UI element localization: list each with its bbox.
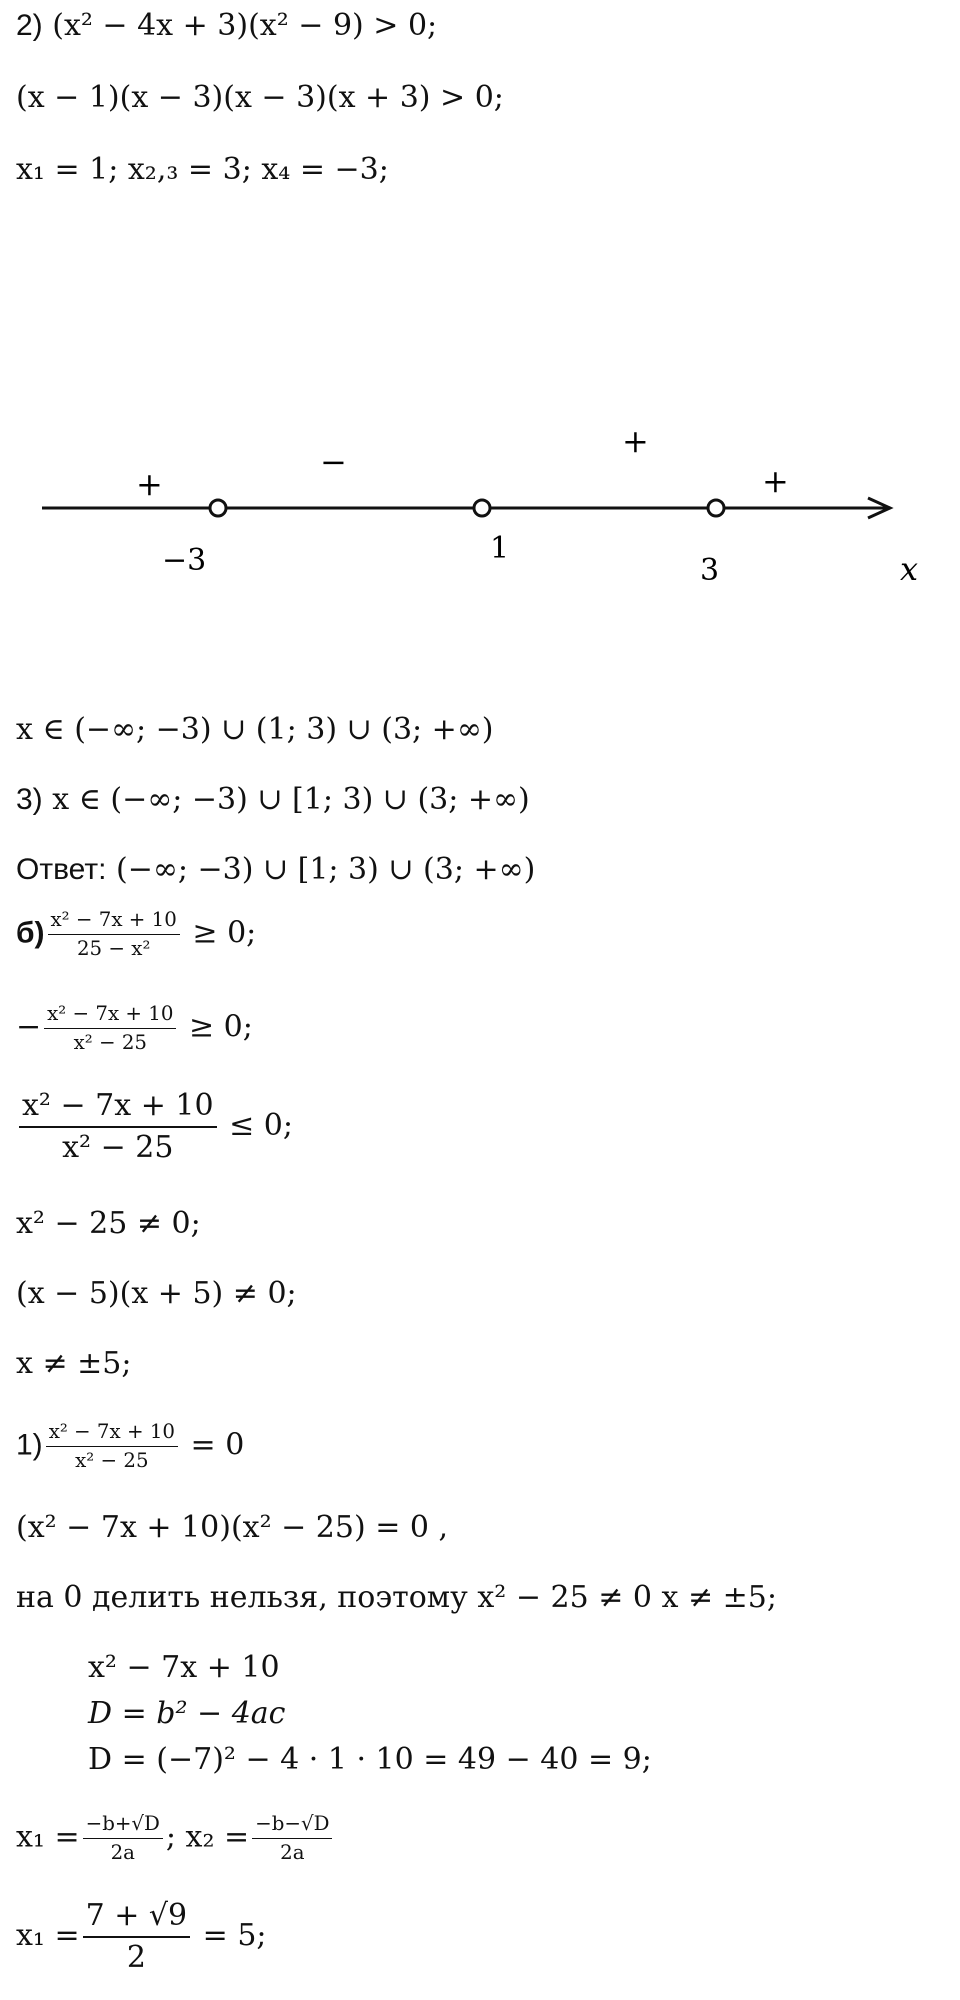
quadratic-expression: x² − 7x + 10	[88, 1650, 280, 1685]
fraction-root-value	[83, 1898, 191, 1976]
discriminant-value: D = (−7)² − 4 · 1 · 10 = 49 − 40 = 9;	[88, 1742, 652, 1777]
fraction-b2	[44, 1002, 176, 1055]
relation-b1: ≥ 0;	[192, 915, 257, 951]
root-formula-x1: x₁ =	[16, 1819, 80, 1855]
factored-inequality: (x − 1)(x − 3)(x − 3)(x + 3) > 0;	[16, 80, 504, 115]
sign-interval-3: +	[622, 422, 649, 460]
relation-b14: = 5;	[202, 1918, 267, 1953]
fraction-root-value-denominator: 2	[83, 1936, 191, 1976]
sign-interval-2: −	[320, 443, 347, 481]
product-equation: (x² − 7x + 10)(x² − 25) = 0 ,	[16, 1510, 449, 1545]
open-point-minus3	[210, 500, 226, 516]
answer-label: Ответ:	[16, 853, 107, 886]
equation-line-1	[16, 8, 437, 44]
relation-b7: = 0	[190, 1427, 245, 1463]
item-label-1: 1)	[16, 1428, 43, 1462]
roots-line	[16, 152, 389, 188]
relation-b3: ≤ 0;	[229, 1108, 293, 1143]
inequality-original: (x² − 4x + 3)(x² − 9) > 0;	[52, 8, 438, 43]
fraction-b1-denominator: 25 − x²	[48, 934, 180, 961]
explanation-math: x² − 25 ≠ 0 x ≠ ±5;	[477, 1580, 777, 1615]
step-b9-line	[16, 1580, 777, 1616]
step-b12-line	[88, 1742, 652, 1778]
step-b5-line	[16, 1276, 297, 1312]
solution-interval-line	[16, 712, 494, 748]
denominator-condition: x² − 25 ≠ 0;	[16, 1206, 201, 1241]
fraction-b1-numerator: x² − 7x + 10	[50, 908, 177, 931]
fraction-b3-denominator: x² − 25	[19, 1126, 217, 1166]
fraction-b3-numerator: x² − 7x + 10	[22, 1088, 214, 1123]
explanation-text: на 0 делить нельзя, поэтому	[16, 1580, 468, 1615]
number-line	[0, 400, 960, 600]
combined-interval: x ∈ (−∞; −3) ∪ [1; 3) ∪ (3; +∞)	[52, 782, 530, 817]
point-label-minus3: −3	[162, 543, 207, 578]
step-b14-line	[16, 1898, 267, 1976]
factored-condition: (x − 5)(x + 5) ≠ 0;	[16, 1276, 297, 1311]
minus-sign: −	[16, 1009, 42, 1045]
root-formula-sep: ; x₂ =	[165, 1819, 250, 1855]
fraction-b3	[19, 1088, 217, 1166]
fraction-b2-numerator: x² − 7x + 10	[47, 1002, 174, 1025]
open-point-3	[708, 500, 724, 516]
fraction-root-value-numerator: 7 + √9	[85, 1898, 188, 1933]
step-b3-line	[16, 1088, 293, 1166]
item-label-3: 3)	[16, 783, 43, 816]
item-label-2: 2)	[16, 9, 43, 42]
step-b4-line	[16, 1206, 201, 1242]
fraction-root1-denominator: 2a	[83, 1838, 163, 1865]
step-b10-line	[88, 1650, 280, 1686]
step-b7-line	[16, 1420, 244, 1473]
fraction-b7-denominator: x² − 25	[46, 1446, 178, 1473]
solution-interval: x ∈ (−∞; −3) ∪ (1; 3) ∪ (3; +∞)	[16, 712, 494, 747]
fraction-root2-denominator: 2a	[252, 1838, 332, 1865]
axis-label-x: x	[900, 550, 919, 588]
sign-interval-1: +	[136, 465, 163, 503]
fraction-root1-numerator: −b+√D	[85, 1812, 160, 1835]
relation-b2: ≥ 0;	[189, 1009, 253, 1045]
part-b-line	[16, 908, 256, 961]
fraction-b2-denominator: x² − 25	[44, 1028, 176, 1055]
step-b8-line	[16, 1510, 448, 1546]
step-b2-line	[16, 1002, 253, 1055]
root-value-x1: x₁ =	[16, 1918, 80, 1953]
step-b6-line	[16, 1346, 131, 1382]
fraction-b7-numerator: x² − 7x + 10	[48, 1420, 175, 1443]
step-b13-line	[16, 1812, 335, 1865]
point-label-3: 3	[700, 553, 720, 588]
open-point-1	[474, 500, 490, 516]
fraction-root1	[83, 1812, 163, 1865]
step-b11-line	[88, 1696, 285, 1732]
excluded-values: x ≠ ±5;	[16, 1346, 132, 1381]
fraction-b1	[48, 908, 180, 961]
part-b-label: б)	[16, 916, 45, 950]
fraction-b7	[46, 1420, 178, 1473]
point-label-1: 1	[490, 531, 510, 566]
equation-line-2	[16, 80, 504, 116]
step-3-line	[16, 782, 530, 818]
fraction-root2	[252, 1812, 332, 1865]
answer-value: (−∞; −3) ∪ [1; 3) ∪ (3; +∞)	[116, 852, 536, 887]
answer-line	[16, 852, 535, 888]
roots: x₁ = 1; x₂,₃ = 3; x₄ = −3;	[16, 152, 389, 187]
sign-interval-4: +	[762, 462, 789, 500]
discriminant-formula: D = b² − 4ac	[88, 1696, 286, 1731]
fraction-root2-numerator: −b−√D	[255, 1812, 330, 1835]
